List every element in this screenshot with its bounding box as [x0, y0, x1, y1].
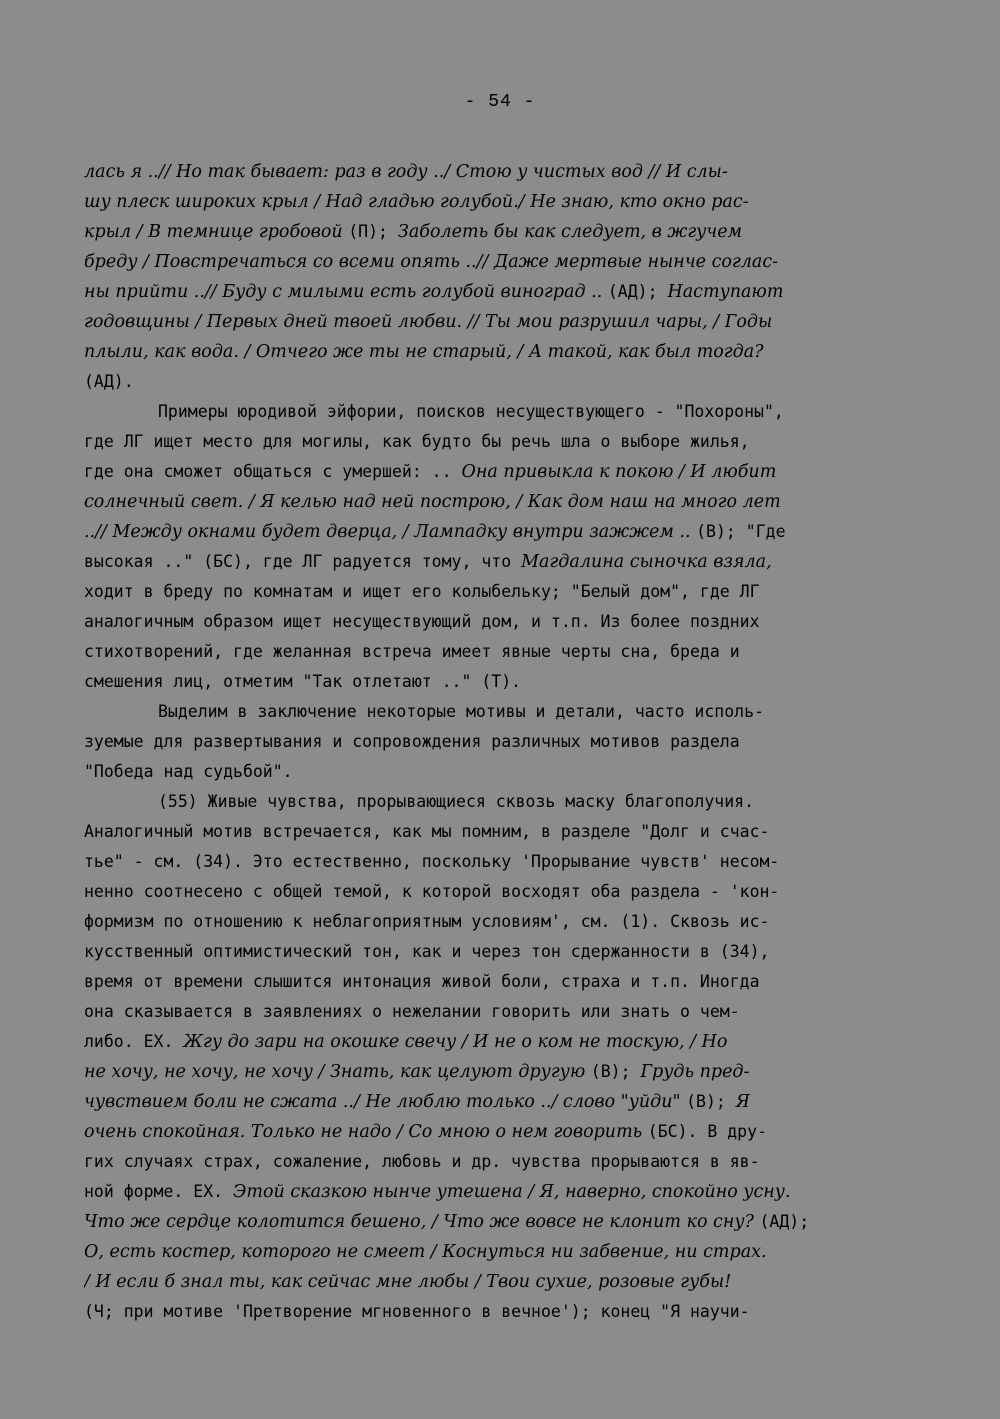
body-text: смешения лиц, отметим "Так отлетают .." (Т).	[84, 672, 522, 691]
text-line	[84, 397, 916, 427]
quoted-verse: годовщины / Первых дней твоей любви. // Ты мои разрушил чары, / Годы	[84, 312, 773, 332]
body-text: (П);	[348, 222, 398, 241]
text-line	[84, 1207, 916, 1237]
body-text: (В);	[686, 1092, 736, 1111]
body-text: (В);	[590, 1062, 641, 1081]
text-line	[84, 877, 916, 907]
text-line	[84, 817, 916, 847]
text-line	[84, 547, 916, 577]
page-number: - 54 -	[464, 92, 536, 112]
body-text: Выделим в заключение некоторые мотивы и детали, часто исполь-	[158, 702, 764, 721]
body-text: Примеры юродивой эйфории, поисков несуществующего - "Похороны",	[158, 402, 784, 421]
body-text: время от времени слышится интонация живой боли, страха и т.п. Иногда	[84, 972, 760, 991]
text-line	[84, 907, 916, 937]
body-text: высокая .." (БС), где ЛГ радуется тому, что	[84, 552, 522, 571]
quoted-verse: Этой сказкою нынче утешена / Я, наверно, спокойно усну.	[233, 1182, 791, 1202]
body-text: ной форме. ЕХ.	[84, 1182, 234, 1201]
text-line	[84, 1027, 916, 1057]
text-line	[84, 577, 916, 607]
body-text: тье" - см. (34). Это естественно, поскольку 'Прорывание чувств' несом-	[84, 852, 780, 871]
text-line	[84, 337, 916, 367]
body-text: формизм по отношению к неблагоприятным условиям', см. (1). Сквозь ис-	[84, 912, 770, 931]
text-line	[84, 1057, 916, 1087]
text-line	[84, 457, 916, 487]
quoted-verse: Заболеть бы как следует, в жгучем	[397, 222, 743, 242]
quoted-verse: ..// Между окнами будет дверца, / Лампадку внутри зажжем ..	[84, 522, 697, 542]
body-text: ходит в бреду по комнатам и ищет его колыбельку; "Белый дом", где ЛГ	[84, 582, 760, 601]
quoted-verse: Грудь пред-	[640, 1062, 750, 1082]
text-line	[84, 367, 916, 397]
quoted-verse: Что же сердце колотится бешено, / Что же вовсе не клонит ко сну?	[84, 1212, 760, 1232]
quoted-verse: не хочу, не хочу, не хочу / Знать, как целуют другую	[84, 1062, 591, 1082]
text-line	[84, 217, 916, 247]
quoted-verse: чувствием боли не сжата ../ Не люблю только ../ слово "уйди"	[84, 1092, 687, 1112]
text-line	[84, 847, 916, 877]
text-line	[84, 667, 916, 697]
text-line	[84, 1177, 916, 1207]
text-line	[84, 607, 916, 637]
body-text: либо. ЕХ.	[84, 1032, 184, 1051]
quoted-verse: очень спокойная. Только не надо / Со мною о нем говорить	[84, 1122, 648, 1142]
text-line	[84, 1087, 916, 1117]
text-line	[84, 277, 916, 307]
text-line	[84, 427, 916, 457]
quoted-verse: плыли, как вода. / Отчего же ты не старый, / А такой, как был тогда?	[84, 342, 764, 362]
body-text: (АД);	[759, 1212, 810, 1231]
body-text: она сказывается в заявлениях о нежелании говорить или знать о чем-	[84, 1002, 740, 1021]
text-line	[84, 727, 916, 757]
body-text: стихотворений, где желанная встреча имеет явные черты сна, бреда и	[84, 642, 740, 661]
quoted-verse: лась я ..// Но так бывает: раз в году ../ Стою у чистых вод // И слы-	[84, 162, 728, 182]
quoted-verse: Магдалина сыночка взяла,	[521, 552, 772, 572]
quoted-verse: крыл / В темнице гробовой	[84, 222, 349, 242]
text-line	[84, 307, 916, 337]
text-line	[84, 247, 916, 277]
body-text: аналогичным образом ищет несуществующий дом, и т.п. Из более поздних	[84, 612, 760, 631]
text-line	[84, 697, 916, 727]
body-text: кусственный оптимистический тон, как и через тон сдержанности в (34),	[84, 942, 770, 961]
quoted-verse: ны прийти ..// Буду с милыми есть голубой виноград ..	[84, 282, 608, 302]
quoted-verse: шу плеск широких крыл / Над гладью голубой./ Не знаю, кто окно рас-	[84, 192, 749, 212]
quoted-verse: Она привыкла к покою / И любит	[461, 462, 777, 482]
quoted-verse: Жгу до зари на окошке свечу / И не о ком не тоскую, / Но	[183, 1032, 728, 1052]
body-text: "Победа над судьбой".	[84, 762, 293, 781]
text-line	[84, 937, 916, 967]
text-line	[84, 187, 916, 217]
body-text: гих случаях страх, сожаление, любовь и др. чувства прорываются в яв-	[84, 1152, 760, 1171]
body-text: (АД).	[84, 372, 134, 391]
quoted-verse: Наступают	[667, 282, 784, 302]
text-line	[84, 1147, 916, 1177]
text-line	[84, 517, 916, 547]
body-text: (В); "Где	[696, 522, 786, 541]
text-line	[84, 157, 916, 187]
text-line	[84, 1237, 916, 1267]
body-text: (Ч; при мотиве 'Претворение мгновенного в вечное'); конец "Я научи-	[84, 1302, 750, 1321]
body-text: (55) Живые чувства, прорывающиеся сквозь маску благополучия.	[158, 792, 755, 811]
body-text: где ЛГ ищет место для могилы, как будто бы речь шла о выборе жилья,	[84, 432, 750, 451]
text-line	[84, 967, 916, 997]
quoted-verse: бреду / Повстречаться со всеми опять ..// Даже мертвые нынче соглас-	[84, 252, 779, 272]
text-line	[84, 1297, 916, 1327]
text-line	[84, 637, 916, 667]
body-text: где она сможет общаться с умершей: ..	[84, 462, 462, 481]
quoted-verse: Я	[735, 1092, 750, 1112]
body-text: ненно соотнесено с общей темой, к которой восходят оба раздела - 'кон-	[84, 882, 780, 901]
quoted-verse: / И если б знал ты, как сейчас мне любы / Твои сухие, розовые губы!	[84, 1272, 732, 1292]
body-text: Аналогичный мотив встречается, как мы помним, в разделе "Долг и счас-	[84, 822, 770, 841]
body-text: (БС). В дру-	[647, 1122, 767, 1141]
text-line	[84, 1117, 916, 1147]
text-line	[84, 487, 916, 517]
quoted-verse: солнечный свет. / Я келью над ней построю, / Как дом наш на много лет	[84, 492, 781, 512]
text-line	[84, 1267, 916, 1297]
quoted-verse: О, есть костер, которого не смеет / Коснуться ни забвение, ни страх.	[84, 1242, 767, 1262]
body-text: (АД);	[607, 282, 668, 301]
text-line	[84, 997, 916, 1027]
text-line	[84, 757, 916, 787]
body-text: зуемые для развертывания и сопровождения различных мотивов раздела	[84, 732, 740, 751]
text-line	[84, 787, 916, 817]
